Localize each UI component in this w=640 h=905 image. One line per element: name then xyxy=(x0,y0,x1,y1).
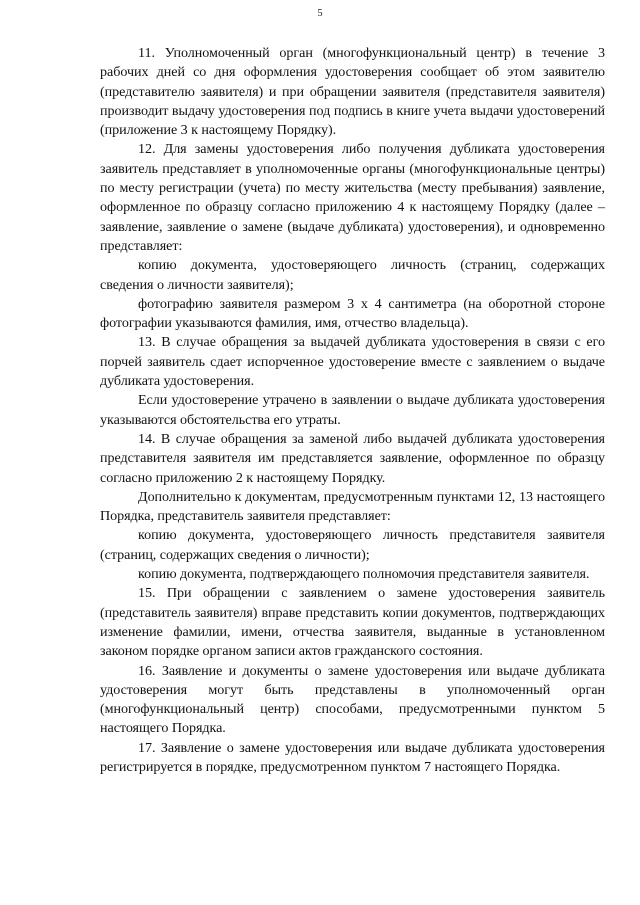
paragraph-11: 11. Уполномоченный орган (многофункциональный центр) в течение 3 рабочих дней со дня оформления удостоверения сообщает об этом заявителю (представителю заявителя) и при обращении заявителя (представителя заявителя) производит выдачу удостоверения под подпись в книге учета выдачи удостоверений (приложение 3 к настоящему Порядку). xyxy=(100,45,605,139)
page-number: 5 xyxy=(317,8,323,19)
paragraph-12: 12. Для замены удостоверения либо получения дубликата удостоверения заявитель представляет в уполномоченные органы (многофункциональные центры) по месту регистрации (учета) по месту жительства (месту пребывания) заявление, оформленное по образцу согласно приложению 4 к настоящему Порядку (далее – заявление, заявление о замене (выдаче дубликата) удостоверения), и одновременно представляет: xyxy=(100,141,605,254)
paragraph-14-item-authority: копию документа, подтверждающего полномочия представителя заявителя. xyxy=(138,566,590,583)
paragraph-13-loss: Если удостоверение утрачено в заявлении о выдаче дубликата удостоверения указываются обстоятельства его утраты. xyxy=(100,392,605,428)
paragraph-15: 15. При обращении с заявлением о замене удостоверения заявитель (представитель заявителя) вправе представить копии документов, подтверждающих изменение фамилии, имени, отчества заявителя, выданные в установленном законом порядке органом записи актов гражданского состояния. xyxy=(100,585,605,660)
paragraph-16: 16. Заявление и документы о замене удостоверения или выдаче дубликата удостоверения могут быть представлены в уполномоченный орган (многофункциональный центр) способами, предусмотренными пунктом 5 настоящего Порядка. xyxy=(100,662,605,737)
paragraph-17: 17. Заявление о замене удостоверения или выдаче дубликата удостоверения регистрируется в порядке, предусмотренном пунктом 7 настоящего Порядка. xyxy=(100,739,605,775)
paragraph-13: 13. В случае обращения за выдачей дубликата удостоверения в связи с его порчей заявитель сдает испорченное удостоверение вместе с заявлением о выдаче дубликата удостоверения. xyxy=(100,334,605,390)
paragraph-14: 14. В случае обращения за заменой либо выдачей дубликата удостоверения представителя заявителя им представляется заявление, оформленное по образцу согласно приложению 2 к настоящему Порядку. xyxy=(100,430,605,486)
paragraph-12-item-photo: фотографию заявителя размером 3 х 4 сантиметра (на оборотной стороне фотографии указываются фамилия, имя, отчество владельца). xyxy=(100,295,605,332)
paragraph-12-item-id-copy: копию документа, удостоверяющего личность (страниц, содержащих сведения о личности заявителя); xyxy=(100,257,605,293)
paragraph-14-additional: Дополнительно к документам, предусмотренным пунктами 12, 13 настоящего Порядка, представитель заявителя представляет: xyxy=(100,488,605,525)
document-body xyxy=(100,44,605,777)
paragraph-14-item-id-copy: копию документа, удостоверяющего личность представителя заявителя (страниц, содержащих сведения о личности); xyxy=(100,527,605,563)
